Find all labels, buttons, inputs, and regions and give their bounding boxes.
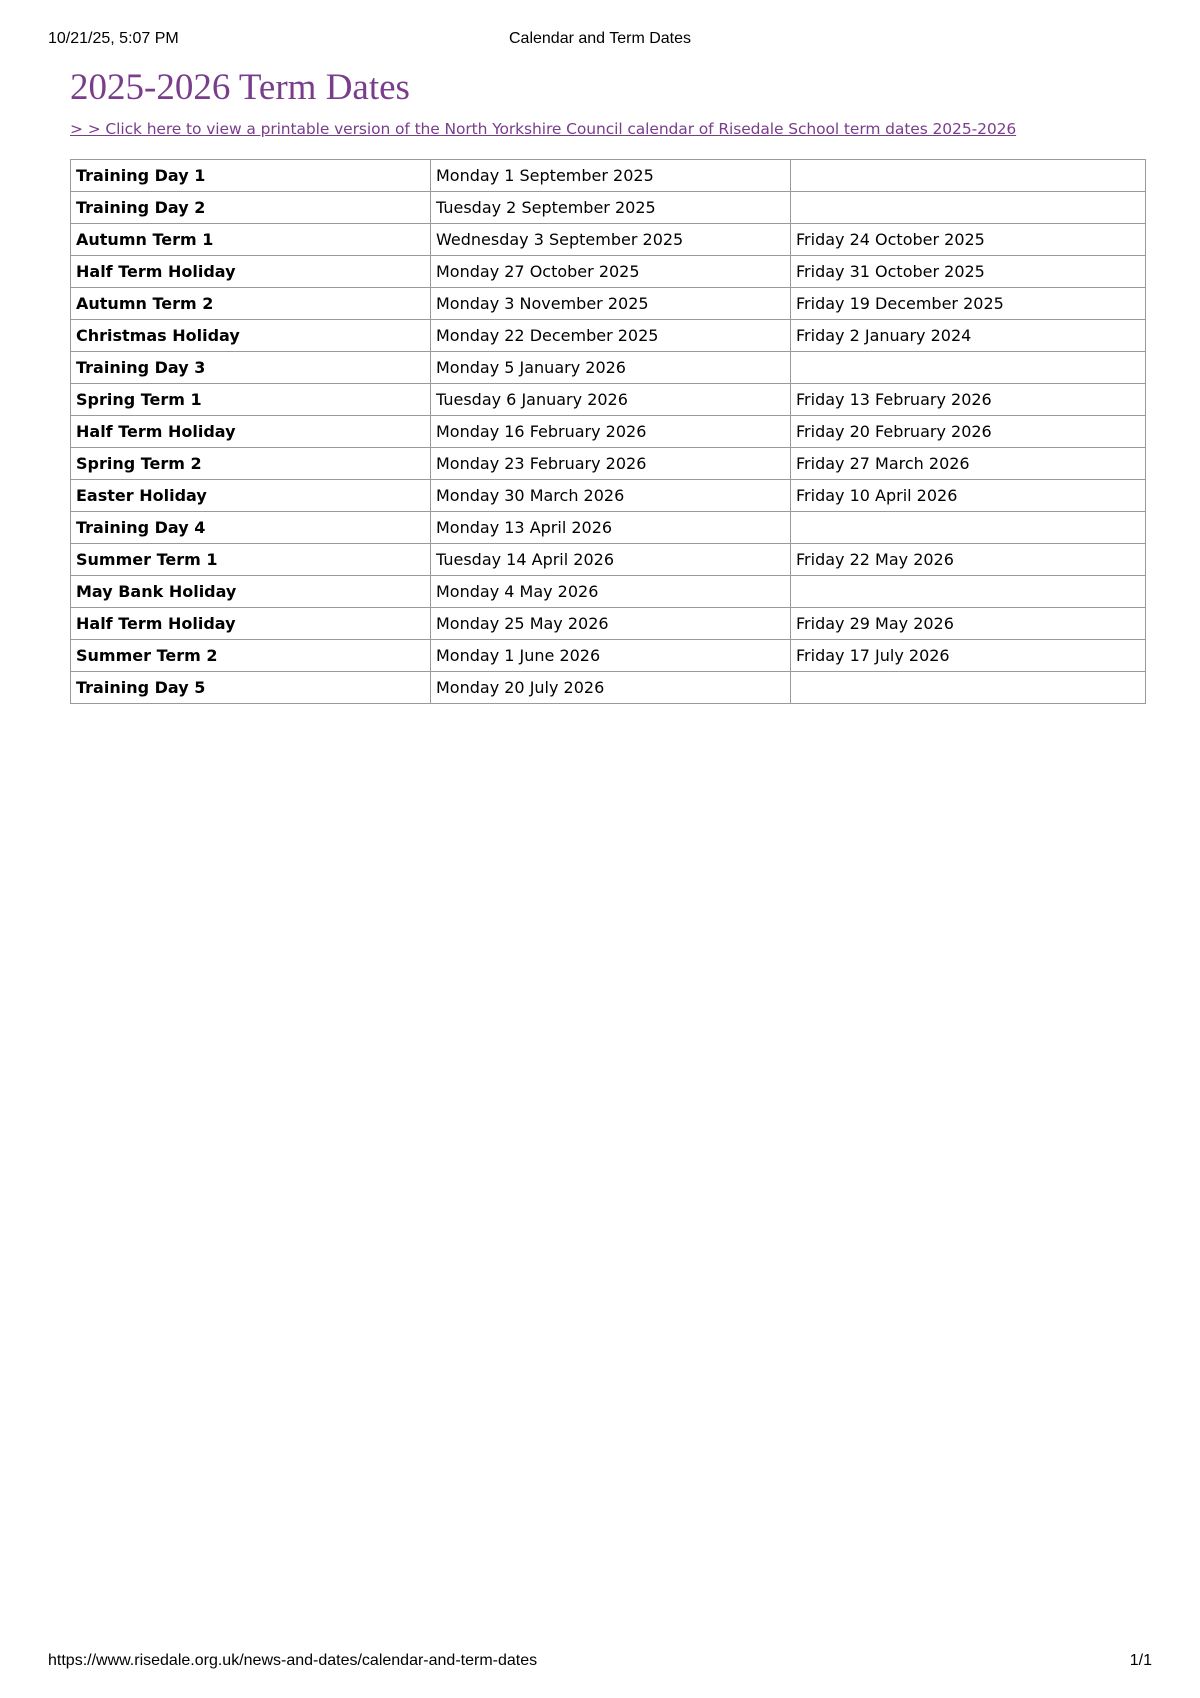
term-name-cell: Summer Term 2 [71,640,431,672]
table-row [71,480,1146,512]
table-row [71,544,1146,576]
term-name-cell: Training Day 1 [71,160,431,192]
end-date-cell [791,672,1146,704]
end-date-cell [791,160,1146,192]
end-date-cell: Friday 29 May 2026 [791,608,1146,640]
start-date-cell: Monday 23 February 2026 [431,448,791,480]
page-title: 2025-2026 Term Dates [70,67,410,108]
term-name-cell: Autumn Term 1 [71,224,431,256]
start-date-cell: Monday 1 June 2026 [431,640,791,672]
term-name-cell: Spring Term 2 [71,448,431,480]
printable-calendar-link[interactable]: > > Click here to view a printable version of the North Yorkshire Council calendar of Risedale School term dates 2025-2026 [70,120,1017,138]
start-date-cell: Monday 30 March 2026 [431,480,791,512]
term-name-cell: May Bank Holiday [71,576,431,608]
term-name-cell: Autumn Term 2 [71,288,431,320]
term-dates-table [70,159,1146,704]
table-row [71,672,1146,704]
print-url: https://www.risedale.org.uk/news-and-dates/calendar-and-term-dates [48,1652,538,1669]
start-date-cell: Monday 22 December 2025 [431,320,791,352]
start-date-cell: Monday 25 May 2026 [431,608,791,640]
start-date-cell: Tuesday 14 April 2026 [431,544,791,576]
end-date-cell: Friday 24 October 2025 [791,224,1146,256]
end-date-cell: Friday 13 February 2026 [791,384,1146,416]
start-date-cell: Monday 13 April 2026 [431,512,791,544]
start-date-cell: Tuesday 2 September 2025 [431,192,791,224]
term-name-cell: Training Day 3 [71,352,431,384]
end-date-cell: Friday 31 October 2025 [791,256,1146,288]
table-row [71,448,1146,480]
start-date-cell: Monday 1 September 2025 [431,160,791,192]
start-date-cell: Monday 5 January 2026 [431,352,791,384]
term-name-cell: Half Term Holiday [71,608,431,640]
end-date-cell: Friday 22 May 2026 [791,544,1146,576]
term-name-cell: Training Day 4 [71,512,431,544]
table-row [71,608,1146,640]
print-page-number: 1/1 [1129,1652,1152,1669]
end-date-cell [791,512,1146,544]
end-date-cell: Friday 20 February 2026 [791,416,1146,448]
end-date-cell [791,352,1146,384]
print-header [48,30,1152,54]
term-name-cell: Christmas Holiday [71,320,431,352]
term-name-cell: Half Term Holiday [71,256,431,288]
start-date-cell: Wednesday 3 September 2025 [431,224,791,256]
table-row [71,384,1146,416]
table-row [71,288,1146,320]
term-name-cell: Half Term Holiday [71,416,431,448]
start-date-cell: Monday 16 February 2026 [431,416,791,448]
start-date-cell: Monday 27 October 2025 [431,256,791,288]
table-row [71,192,1146,224]
end-date-cell: Friday 10 April 2026 [791,480,1146,512]
table-row [71,512,1146,544]
end-date-cell: Friday 2 January 2024 [791,320,1146,352]
start-date-cell: Tuesday 6 January 2026 [431,384,791,416]
end-date-cell: Friday 17 July 2026 [791,640,1146,672]
end-date-cell: Friday 19 December 2025 [791,288,1146,320]
term-name-cell: Training Day 5 [71,672,431,704]
end-date-cell: Friday 27 March 2026 [791,448,1146,480]
start-date-cell: Monday 20 July 2026 [431,672,791,704]
term-name-cell: Training Day 2 [71,192,431,224]
table-row [71,256,1146,288]
table-row [71,416,1146,448]
start-date-cell: Monday 3 November 2025 [431,288,791,320]
term-name-cell: Easter Holiday [71,480,431,512]
end-date-cell [791,192,1146,224]
start-date-cell: Monday 4 May 2026 [431,576,791,608]
table-row [71,640,1146,672]
table-row [71,352,1146,384]
term-name-cell: Summer Term 1 [71,544,431,576]
print-document-title: Calendar and Term Dates [508,30,692,47]
table-row [71,576,1146,608]
table-row [71,160,1146,192]
term-name-cell: Spring Term 1 [71,384,431,416]
print-datetime: 10/21/25, 5:07 PM [48,30,179,47]
end-date-cell [791,576,1146,608]
table-row [71,224,1146,256]
table-row [71,320,1146,352]
